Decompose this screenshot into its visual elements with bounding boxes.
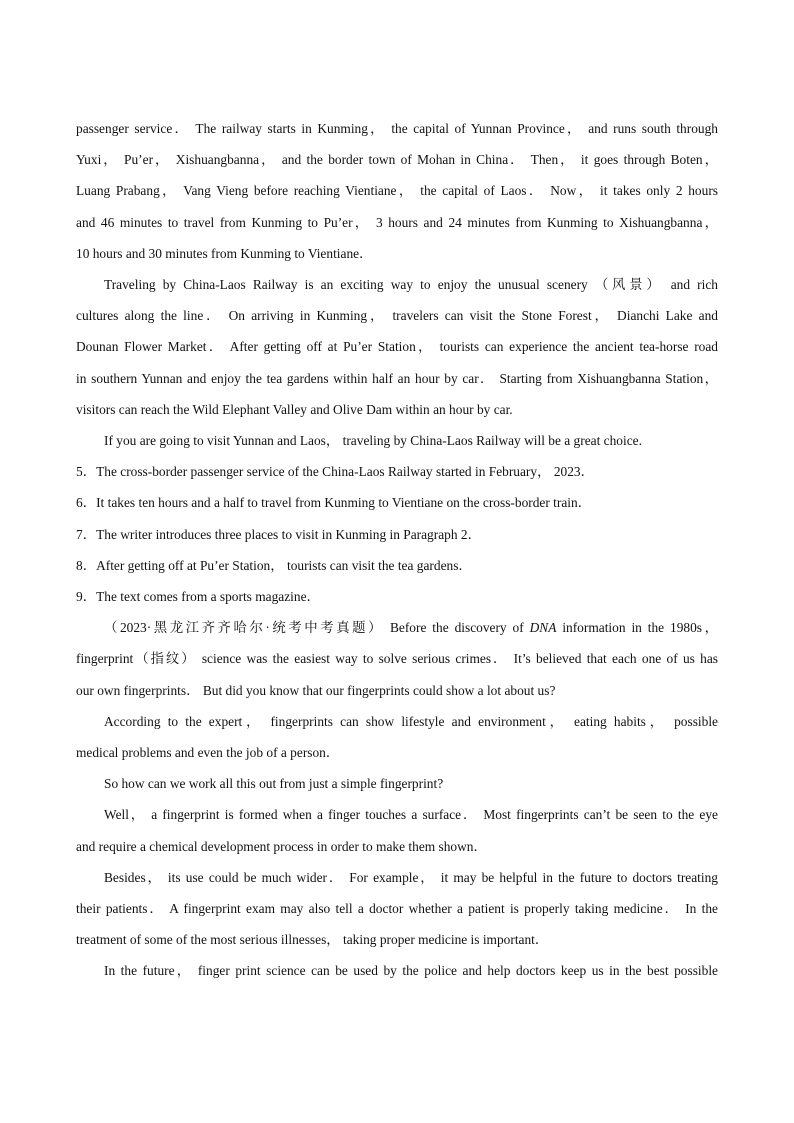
passage2-intro — [104, 618, 718, 638]
passage1-p3: If you are going to visit Yunnan and Laos， traveling by China-Laos Railway will be a great choice. — [104, 433, 642, 448]
passage1-p1-line: 10 hours and 30 minutes from Kunming to Vientiane． — [76, 246, 373, 261]
passage2-p1-line: our own fingerprints． But did you know that our fingerprints could show a lot about us? — [76, 683, 556, 698]
passage2-p2-line: medical problems and even the job of a person． — [76, 745, 340, 760]
passage1-p2-line: Dounan Flower Market． After getting off at Pu’er Station， tourists can experience the ancient tea-horse road — [76, 339, 718, 354]
passage2-p6: In the future， finger print science can be used by the police and help doctors keep us in the best possible — [104, 963, 718, 978]
passage2-p4-line: and require a chemical development process in order to make them shown． — [76, 839, 487, 854]
dna-term: DNA — [529, 620, 557, 635]
passage2-intro-text: Before the discovery of — [389, 620, 524, 635]
passage2-p2-line: According to the expert， fingerprints can show lifestyle and environment， eating habits， possible — [104, 714, 718, 729]
passage1-p1-line: passenger service． The railway starts in Kunming， the capital of Yunnan Province， and runs south through — [76, 121, 718, 136]
question-9: 9．The text comes from a sports magazine． — [76, 589, 320, 604]
question-8: 8．After getting off at Pu’er Station， tourists can visit the tea gardens． — [76, 558, 472, 573]
passage1-p2-line: cultures along the line． On arriving in Kunming， travelers can visit the Stone Forest， Dianchi Lake and — [76, 308, 718, 323]
passage1-p1-line: Yuxi， Pu’er， Xishuangbanna， and the border town of Mohan in China． Then， it goes through Boten， — [76, 152, 718, 167]
passage2-p5-line: treatment of some of the most serious illnesses， taking proper medicine is important． — [76, 932, 549, 947]
passage2-p3: So how can we work all this out from just a simple fingerprint? — [104, 776, 444, 791]
question-5: 5．The cross-border passenger service of the China-Laos Railway started in February， 2023． — [76, 464, 594, 479]
passage2-p5-line: their patients． A fingerprint exam may also tell a doctor whether a patient is properly taking medicine． In the — [76, 901, 718, 916]
passage1-p2-line: in southern Yunnan and enjoy the tea gardens within half an hour by car． Starting from Xishuangbanna Station， — [76, 371, 718, 386]
question-6: 6．It takes ten hours and a half to travel from Kunming to Vientiane on the cross-border train． — [76, 495, 592, 510]
passage1-p1-line: and 46 minutes to travel from Kunming to Pu’er， 3 hours and 24 minutes from Kunming to Xishuangbanna， — [76, 215, 718, 230]
passage2-p5-line: Besides， its use could be much wider． For example， it may be helpful in the future to doctors treating — [104, 870, 718, 885]
question-7: 7．The writer introduces three places to visit in Kunming in Paragraph 2． — [76, 527, 481, 542]
passage1-p1-line: Luang Prabang， Vang Vieng before reaching Vientiane， the capital of Laos． Now， it takes only 2 hours — [76, 183, 718, 198]
passage1-p2-line: Traveling by China-Laos Railway is an exciting way to enjoy the unusual scenery （风景） and rich — [104, 277, 718, 292]
passage2-intro-tail: information in the 1980s， — [562, 620, 718, 635]
passage1-p2-line: visitors can reach the Wild Elephant Valley and Olive Dam within an hour by car. — [76, 402, 513, 417]
passage2-source: （2023·黑龙江齐齐哈尔·统考中考真题） — [104, 620, 385, 635]
passage2-p4-line: Well， a fingerprint is formed when a finger touches a surface． Most fingerprints can’t be seen to the eye — [104, 807, 718, 822]
passage2-p1-line: fingerprint（指纹） science was the easiest way to solve serious crimes． It’s believed that each one of us has — [76, 651, 718, 666]
